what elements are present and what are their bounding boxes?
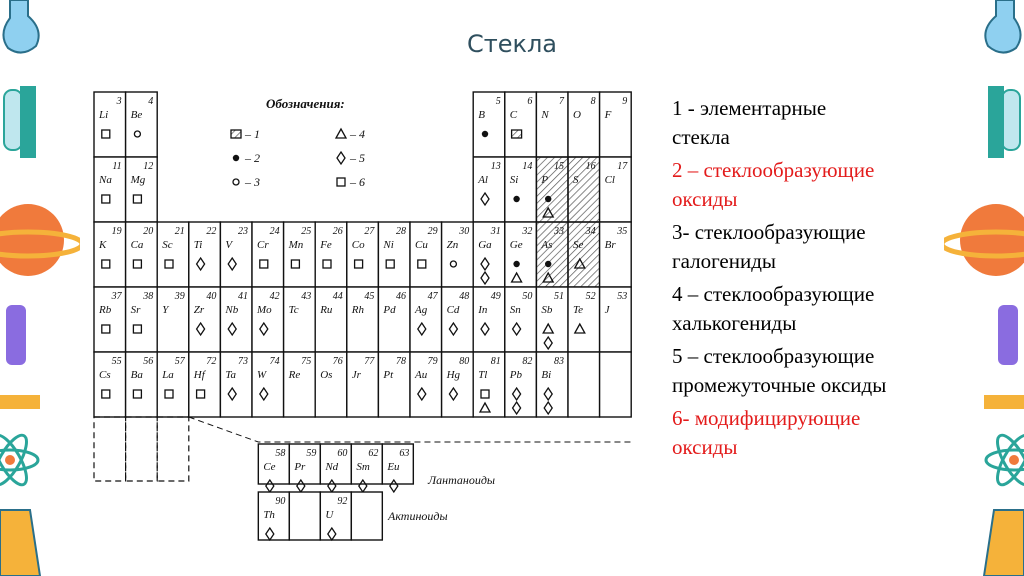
element-cell-Sm	[351, 444, 382, 492]
element-symbol: Au	[415, 369, 428, 381]
atomic-number: 92	[337, 496, 348, 507]
atomic-number: 42	[269, 291, 280, 302]
legend-key-4: – 4	[350, 127, 365, 141]
element-symbol: Ag	[415, 304, 428, 316]
element-symbol: C	[509, 109, 518, 121]
element-symbol: Al	[478, 174, 488, 186]
atomic-number: 6	[527, 96, 533, 107]
atomic-number: 38	[143, 291, 154, 302]
atomic-number: 31	[490, 226, 501, 237]
legend-key-1: – 1	[245, 127, 260, 141]
atomic-number: 13	[490, 161, 501, 172]
element-cell-Pt	[378, 352, 410, 417]
dashed-cell	[126, 417, 158, 481]
atomic-number: 76	[332, 356, 343, 367]
atomic-number: 5	[495, 96, 501, 107]
series-rows	[94, 417, 634, 540]
atomic-number: 63	[399, 448, 410, 459]
element-cell-Pd	[378, 287, 410, 352]
element-cell-Rh	[347, 287, 379, 352]
element-symbol: J	[604, 304, 610, 316]
atomic-number: 27	[364, 226, 375, 237]
atomic-number: 19	[111, 226, 122, 237]
dashed-cell	[94, 417, 126, 481]
element-symbol: Y	[162, 304, 169, 316]
atomic-number: 35	[617, 226, 628, 237]
test-tube-icon	[988, 86, 1020, 158]
element-cell-K	[94, 222, 126, 287]
element-symbol: Hf	[193, 369, 205, 381]
element-symbol: Sm	[356, 461, 370, 473]
atomic-number: 56	[143, 356, 154, 367]
element-cell-P	[536, 157, 568, 222]
atomic-number: 32	[522, 226, 533, 237]
atomic-number: 83	[554, 356, 564, 367]
legend-marker-4	[336, 129, 346, 138]
atomic-number: 52	[585, 291, 596, 302]
element-symbol: Ni	[383, 239, 394, 251]
legend-item-1: 1 - элементарные стекла	[672, 96, 827, 149]
atomic-number: 40	[206, 291, 217, 302]
beaker-icon	[0, 510, 40, 576]
page-title: Стекла	[466, 30, 558, 58]
atomic-number: 11	[112, 161, 122, 172]
element-cell-Si	[505, 157, 537, 222]
beaker-icon	[984, 510, 1024, 576]
element-symbol: Nb	[225, 304, 239, 316]
element-cell-Ca	[126, 222, 158, 287]
element-symbol: Cd	[446, 304, 460, 316]
atomic-number: 8	[590, 96, 596, 107]
marker-2	[545, 196, 551, 202]
element-cell-Ag	[410, 287, 442, 352]
element-symbol: O	[573, 109, 581, 121]
element-cell-Re	[284, 352, 316, 417]
atomic-number: 78	[396, 356, 406, 367]
atomic-number: 43	[301, 291, 312, 302]
empty-cell	[351, 492, 382, 540]
atomic-number: 46	[396, 291, 406, 302]
element-symbol: Mg	[130, 174, 146, 186]
atomic-number: 9	[622, 96, 628, 107]
element-symbol: Br	[604, 239, 616, 251]
element-cell-Ga	[473, 222, 505, 287]
marker-2	[545, 261, 551, 267]
atomic-number: 75	[301, 356, 312, 367]
atomic-number: 59	[306, 448, 317, 459]
element-symbol: Ti	[193, 239, 203, 251]
element-cell-Hf	[189, 352, 221, 417]
element-cell-Cs	[94, 352, 126, 417]
element-symbol: Pt	[383, 369, 394, 381]
element-cell-Te	[568, 287, 600, 352]
atomic-number: 50	[522, 291, 533, 302]
element-cell-Os	[315, 352, 347, 417]
element-symbol: S	[573, 174, 579, 186]
element-cell-Jr	[347, 352, 379, 417]
element-cell-La	[157, 352, 189, 417]
element-symbol: Se	[573, 239, 584, 251]
empty-cell	[568, 352, 600, 417]
element-cell-Ce	[258, 444, 289, 492]
element-cell-Sn	[505, 287, 537, 352]
element-cell-Sr	[126, 287, 158, 352]
atomic-number: 3	[116, 96, 122, 107]
legend-item-5: 5 – стеклообразующие промежуточные оксиды	[672, 344, 887, 397]
atomic-number: 58	[275, 448, 286, 459]
element-symbol: Cs	[99, 369, 111, 381]
atomic-number: 49	[490, 291, 501, 302]
element-cell-Hg	[442, 352, 474, 417]
element-cell-N	[536, 92, 568, 157]
element-cell-C	[505, 92, 537, 157]
atomic-number: 34	[585, 226, 596, 237]
element-symbol: V	[225, 239, 233, 251]
flask-icon	[985, 0, 1020, 53]
atomic-number: 48	[459, 291, 470, 302]
element-cell-Pr	[289, 444, 320, 492]
element-symbol: Rb	[99, 304, 112, 316]
atomic-number: 80	[459, 356, 470, 367]
element-cell-Au	[410, 352, 442, 417]
periodic-table-figure	[86, 88, 646, 550]
element-symbol: Os	[320, 369, 333, 381]
element-cell-O	[568, 92, 600, 157]
element-symbol: Pd	[383, 304, 396, 316]
marker-1	[512, 130, 522, 138]
element-symbol: Ru	[320, 304, 333, 316]
element-cell-Be	[126, 92, 158, 157]
element-symbol: Sb	[541, 304, 553, 316]
element-symbol: Si	[509, 174, 519, 186]
legend-marker-2	[233, 155, 239, 161]
element-symbol: Tc	[288, 304, 299, 316]
element-cell-Tl	[473, 352, 505, 417]
atomic-number: 60	[337, 448, 348, 459]
marker-2	[513, 261, 519, 267]
element-cell-Zr	[189, 287, 221, 352]
connector-line	[189, 417, 634, 442]
element-cell-Se	[568, 222, 600, 287]
element-cell-Mn	[284, 222, 316, 287]
atomic-number: 37	[111, 291, 122, 302]
element-symbol: W	[257, 369, 267, 381]
element-cell-Li	[94, 92, 126, 157]
element-symbol: F	[604, 109, 612, 121]
element-cell-Ba	[126, 352, 158, 417]
element-cell-Pb	[505, 352, 537, 417]
symbol-legend	[231, 96, 365, 189]
element-symbol: Cr	[257, 239, 269, 251]
element-symbol: Sc	[162, 239, 173, 251]
element-symbol: Pr	[294, 461, 306, 473]
actinides-label: Актиноиды	[388, 509, 448, 523]
element-symbol: La	[162, 369, 174, 381]
atomic-number: 26	[332, 226, 343, 237]
element-cell-F	[600, 92, 632, 157]
element-symbol: Ga	[478, 239, 492, 251]
atomic-number: 21	[174, 226, 185, 237]
element-symbol: Ce	[263, 461, 276, 473]
legend-key-3: – 3	[245, 175, 260, 189]
element-cell-Nb	[220, 287, 252, 352]
atomic-number: 45	[364, 291, 375, 302]
legend-key-5: – 5	[350, 151, 365, 165]
atomic-number: 17	[617, 161, 628, 172]
atomic-number: 74	[269, 356, 280, 367]
atomic-number: 15	[554, 161, 564, 172]
atomic-number: 53	[617, 291, 628, 302]
element-symbol: N	[541, 109, 549, 121]
element-cell-Mg	[126, 157, 158, 222]
element-symbol: Ta	[225, 369, 237, 381]
atomic-number: 51	[554, 291, 564, 302]
element-symbol: Sn	[509, 304, 521, 316]
legend-item-3: 3- стеклообразующие галогениды	[672, 220, 866, 273]
element-cell-Cd	[442, 287, 474, 352]
element-symbol: Ca	[130, 239, 144, 251]
legend-title: Обозначения:	[266, 96, 345, 111]
atomic-number: 62	[368, 448, 379, 459]
atomic-number: 39	[174, 291, 185, 302]
atomic-number: 7	[559, 96, 564, 107]
atomic-number: 12	[143, 161, 154, 172]
element-cell-V	[220, 222, 252, 287]
legend-marker-3	[233, 179, 239, 185]
element-cell-Ta	[220, 352, 252, 417]
element-symbol: Fe	[320, 239, 332, 251]
atomic-number: 25	[301, 226, 312, 237]
atomic-number: 41	[238, 291, 248, 302]
element-cell-Co	[347, 222, 379, 287]
element-symbol: Sr	[130, 304, 141, 316]
atomic-number: 77	[364, 356, 375, 367]
element-cell-Cl	[600, 157, 632, 222]
element-cell-Th	[258, 492, 289, 540]
element-cell-Ni	[378, 222, 410, 287]
atomic-number: 20	[143, 226, 154, 237]
atomic-number: 57	[174, 356, 185, 367]
element-cell-Rb	[94, 287, 126, 352]
legend-key-2: – 2	[245, 151, 260, 165]
element-symbol: P	[541, 174, 549, 186]
element-symbol: Cu	[415, 239, 428, 251]
element-cell-Zn	[442, 222, 474, 287]
element-symbol: Ge	[509, 239, 523, 251]
element-symbol: Ba	[130, 369, 143, 381]
element-symbol: Cl	[604, 174, 616, 186]
test-tube-icon	[4, 86, 36, 158]
element-symbol: Te	[573, 304, 583, 316]
dashed-cell	[157, 417, 189, 481]
element-cell-Sb	[536, 287, 568, 352]
atomic-number: 14	[522, 161, 533, 172]
legend-marker-6	[337, 178, 345, 186]
element-cell-As	[536, 222, 568, 287]
element-symbol: Nd	[325, 461, 339, 473]
element-symbol: Tl	[478, 369, 488, 381]
element-symbol: Be	[130, 109, 143, 121]
element-symbol: Jr	[351, 369, 361, 381]
element-symbol: In	[478, 304, 488, 316]
lanthanides-label: Лантаноиды	[428, 473, 496, 487]
atomic-number: 22	[206, 226, 217, 237]
element-symbol: K	[99, 239, 107, 251]
element-symbol: Re	[288, 369, 301, 381]
microscope-icon	[0, 305, 40, 409]
atomic-number: 4	[148, 96, 154, 107]
atomic-number: 24	[269, 226, 280, 237]
element-cell-Na	[94, 157, 126, 222]
element-cell-Ge	[505, 222, 537, 287]
atomic-number: 29	[427, 226, 438, 237]
atomic-number: 47	[427, 291, 438, 302]
element-cell-Sc	[157, 222, 189, 287]
element-cell-W	[252, 352, 284, 417]
atom-icon	[0, 431, 38, 489]
element-cell-Y	[157, 287, 189, 352]
legend-item-4: 4 – стеклообразующие халькогениды	[672, 282, 875, 335]
marker-2	[482, 131, 488, 137]
atomic-number: 30	[459, 226, 470, 237]
atomic-number: 28	[396, 226, 406, 237]
element-cell-Nd	[320, 444, 351, 492]
atomic-number: 33	[554, 226, 564, 237]
element-cell-S	[568, 157, 600, 222]
element-cell-B	[473, 92, 505, 157]
atomic-number: 72	[206, 356, 217, 367]
element-cell-Al	[473, 157, 505, 222]
element-symbol: Na	[99, 174, 112, 186]
marker-2	[513, 196, 519, 202]
legend-marker-5	[337, 152, 345, 164]
planet-icon	[0, 204, 80, 276]
element-cell-Tc	[284, 287, 316, 352]
element-symbol: Mn	[288, 239, 304, 251]
legend-item-6: 6- модифицирующие оксиды	[672, 406, 861, 459]
element-symbol: Pb	[509, 369, 523, 381]
element-cell-U	[320, 492, 351, 540]
element-cell-Ti	[189, 222, 221, 287]
element-symbol: Li	[99, 109, 109, 121]
element-cell-Fe	[315, 222, 347, 287]
element-cell-Mo	[252, 287, 284, 352]
element-symbol: Mo	[257, 304, 272, 316]
atomic-number: 23	[238, 226, 248, 237]
element-symbol: B	[478, 109, 485, 121]
atomic-number: 16	[585, 161, 596, 172]
element-cell-Eu	[382, 444, 413, 492]
element-cell-In	[473, 287, 505, 352]
element-symbol: U	[325, 509, 334, 521]
flask-icon	[3, 0, 38, 53]
element-cell-empty	[289, 492, 320, 540]
element-symbol: As	[541, 239, 553, 251]
atomic-number: 81	[490, 356, 501, 367]
element-symbol: Th	[263, 509, 275, 521]
legend-list	[672, 94, 992, 466]
legend-marker-1	[231, 130, 241, 138]
element-cell-Bi	[536, 352, 568, 417]
element-symbol: Rh	[351, 304, 365, 316]
element-symbol: Bi	[541, 369, 552, 381]
element-cell-Cr	[252, 222, 284, 287]
atomic-number: 79	[427, 356, 438, 367]
element-symbol: Hg	[446, 369, 461, 381]
element-symbol: Co	[351, 239, 365, 251]
atomic-number: 44	[332, 291, 343, 302]
element-cell-Br	[600, 222, 632, 287]
legend-key-6: – 6	[350, 175, 365, 189]
atomic-number: 73	[238, 356, 248, 367]
element-symbol: Zr	[193, 304, 205, 316]
legend-item-2: 2 – стеклообразующие оксиды	[672, 158, 875, 211]
atomic-number: 90	[275, 496, 286, 507]
element-cell-J	[600, 287, 632, 352]
empty-cell	[600, 352, 632, 417]
element-symbol: Zn	[446, 239, 459, 251]
element-cell-Ru	[315, 287, 347, 352]
element-symbol: Eu	[387, 461, 400, 473]
decorative-left-illustrations	[0, 0, 80, 576]
atomic-number: 82	[522, 356, 533, 367]
element-cell-Cu	[410, 222, 442, 287]
atomic-number: 55	[111, 356, 122, 367]
